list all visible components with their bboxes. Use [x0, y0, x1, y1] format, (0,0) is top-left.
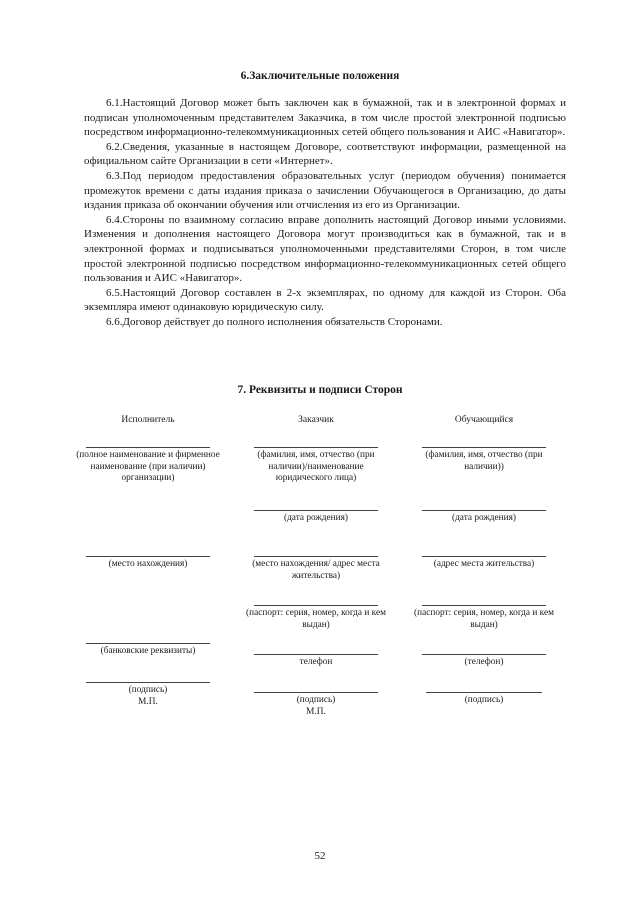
executor-signature-caption: (подпись): [128, 685, 168, 695]
student-passport-caption: (паспорт: серия, номер, когда и кем выдан): [414, 608, 554, 630]
section-6-body: [84, 96, 566, 330]
paragraph-6-5: 6.5.Настоящий Договор составлен в 2-х экземплярах, по одному для каждой из Сторон. Оба экземпляра имеют одинаковую юридическую силу.: [84, 286, 566, 314]
student-signature-line: [426, 692, 542, 693]
student-address-caption: (адрес места жительства): [433, 559, 535, 569]
executor-bank-caption: (банковские реквизиты): [100, 646, 196, 656]
customer-stamp: М.П.: [306, 707, 326, 717]
executor-bank-line: [86, 643, 210, 644]
student-heading: Обучающийся: [454, 415, 514, 425]
customer-phone-line: [254, 654, 378, 655]
customer-birthdate-line: [254, 510, 378, 511]
student-name-caption: (фамилия, имя, отчество (при наличии)): [425, 450, 543, 472]
page-number: 52: [314, 850, 326, 862]
customer-heading: Заказчик: [298, 415, 334, 425]
paragraph-6-4: 6.4.Стороны по взаимному согласию вправе дополнить настоящий Договор иными условиями. Изменения и дополнения настоящего Договора могут производиться как в бумажной, так и в электронной формах и подписываться уполномоченными представителями Сторон, в том числе простой электронной подписью посредством информационно-телекоммуникационных сетей общего пользования и АИС «Навигатор».: [84, 213, 566, 285]
student-birthdate-line: [422, 510, 546, 511]
customer-name-caption: (фамилия, имя, отчество (при наличии)/наименование юридического лица): [257, 450, 375, 483]
customer-location-line: [254, 556, 378, 557]
customer-signature-caption: (подпись): [296, 695, 336, 705]
executor-stamp: М.П.: [138, 697, 158, 707]
student-name-line: [422, 447, 546, 448]
paragraph-6-6: 6.6.Договор действует до полного исполнения обязательств Сторонами.: [106, 315, 443, 328]
paragraph-6-1: 6.1.Настоящий Договор может быть заключен как в бумажной, так и в электронной формах и подписан уполномоченным представителем Заказчика, в том числе простой электронной подписью посредством информационно-телекоммуникационных сетей общего пользования и АИС «Навигатор».: [84, 97, 566, 139]
customer-name-line: [254, 447, 378, 448]
customer-passport-caption: (паспорт: серия, номер, когда и кем выдан): [246, 608, 386, 630]
customer-birthdate-caption: (дата рождения): [283, 513, 348, 523]
customer-passport-line: [254, 605, 378, 606]
executor-name-caption: (полное наименование и фирменное наименование (при наличии) организации): [76, 450, 220, 483]
section-6-title: 6.Заключительные положения: [240, 70, 400, 82]
executor-location-caption: (место нахождения): [108, 559, 188, 569]
student-phone-caption: (телефон): [464, 657, 504, 667]
student-address-line: [422, 556, 546, 557]
student-passport-line: [422, 605, 546, 606]
student-signature-caption: (подпись): [464, 695, 504, 705]
paragraph-6-3: 6.3.Под периодом предоставления образовательных услуг (периодом обучения) понимается промежуток времени с даты издания приказа о зачислении Обучающегося в Организацию, до даты издания приказа об окончании обучения или отчисления из его из Организации.: [84, 169, 566, 212]
customer-location-caption: (место нахождения/ адрес места жительства): [252, 559, 380, 581]
executor-location-line: [86, 556, 210, 557]
student-phone-line: [422, 654, 546, 655]
student-birthdate-caption: (дата рождения): [451, 513, 516, 523]
section-7-title: 7. Реквизиты и подписи Сторон: [237, 384, 403, 396]
executor-name-line: [86, 447, 210, 448]
executor-signature-line: [86, 682, 210, 683]
customer-phone-caption: телефон: [299, 657, 333, 667]
customer-signature-line: [254, 692, 378, 693]
paragraph-6-2: 6.2.Сведения, указанные в настоящем Договоре, соответствуют информации, размещенной на официальном сайте Организации в сети «Интернет».: [84, 140, 566, 168]
executor-heading: Исполнитель: [121, 415, 175, 425]
